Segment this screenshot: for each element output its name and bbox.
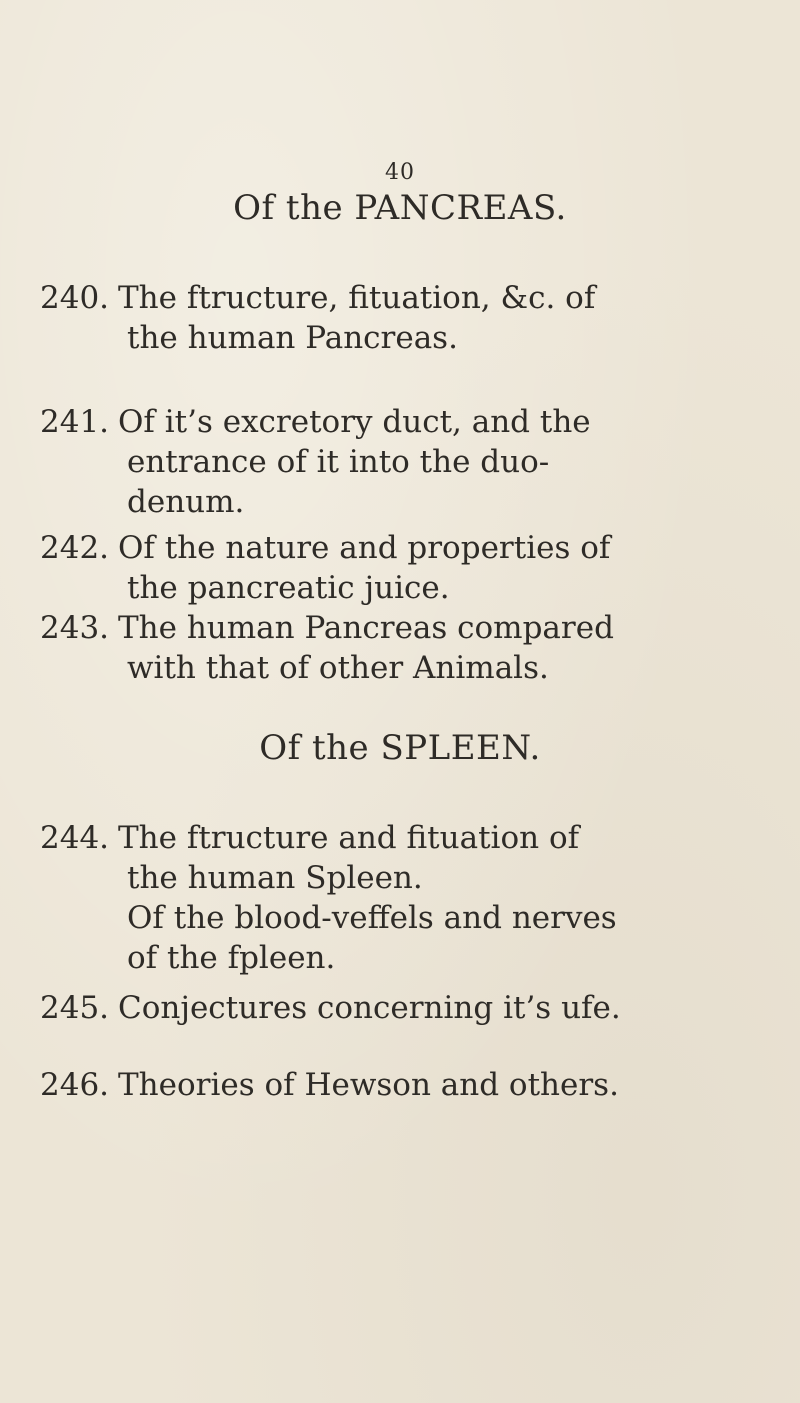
entry-number: 245. — [40, 990, 110, 1026]
entry-241 — [40, 402, 780, 522]
entry-line: Conjectures concerning it’s ufe. — [118, 990, 621, 1026]
section-heading-pancreas: Of the PANCREAS. — [233, 188, 567, 228]
entry-244 — [40, 818, 780, 898]
entry-line: the human Pancreas. — [127, 320, 458, 356]
entry-243 — [40, 608, 780, 688]
page-number: 40 — [385, 160, 415, 185]
entry-line: The ftructure, fituation, &c. of — [118, 280, 596, 316]
entry-number: 244. — [40, 820, 110, 856]
entry-number: 246. — [40, 1067, 110, 1103]
entry-line: Of the nature and properties of — [118, 530, 611, 566]
entry-number: 240. — [40, 280, 110, 316]
entry-line: the pancreatic juice. — [127, 570, 450, 606]
entry-line: of the fpleen. — [127, 940, 336, 976]
section-heading-spleen: Of the SPLEEN. — [259, 728, 541, 768]
entry-number: 242. — [40, 530, 110, 566]
entry-244-continued — [127, 898, 800, 978]
entry-240 — [40, 278, 780, 358]
entry-line: Theories of Hewson and others. — [118, 1067, 619, 1103]
entry-line: with that of other Animals. — [127, 650, 549, 686]
entry-242 — [40, 528, 780, 608]
entry-number: 241. — [40, 404, 110, 440]
entry-line: The ftructure and fituation of — [118, 820, 580, 856]
entry-line: entrance of it into the duo- — [127, 444, 550, 480]
entry-line: denum. — [127, 484, 245, 520]
entry-line: Of it’s excretory duct, and the — [118, 404, 591, 440]
entry-245 — [40, 988, 780, 1028]
entry-line: the human Spleen. — [127, 860, 423, 896]
entry-line: Of the blood-veffels and nerves — [127, 900, 617, 936]
entry-line: The human Pancreas compared — [118, 610, 614, 646]
entry-number: 243. — [40, 610, 110, 646]
entry-246 — [40, 1065, 780, 1105]
